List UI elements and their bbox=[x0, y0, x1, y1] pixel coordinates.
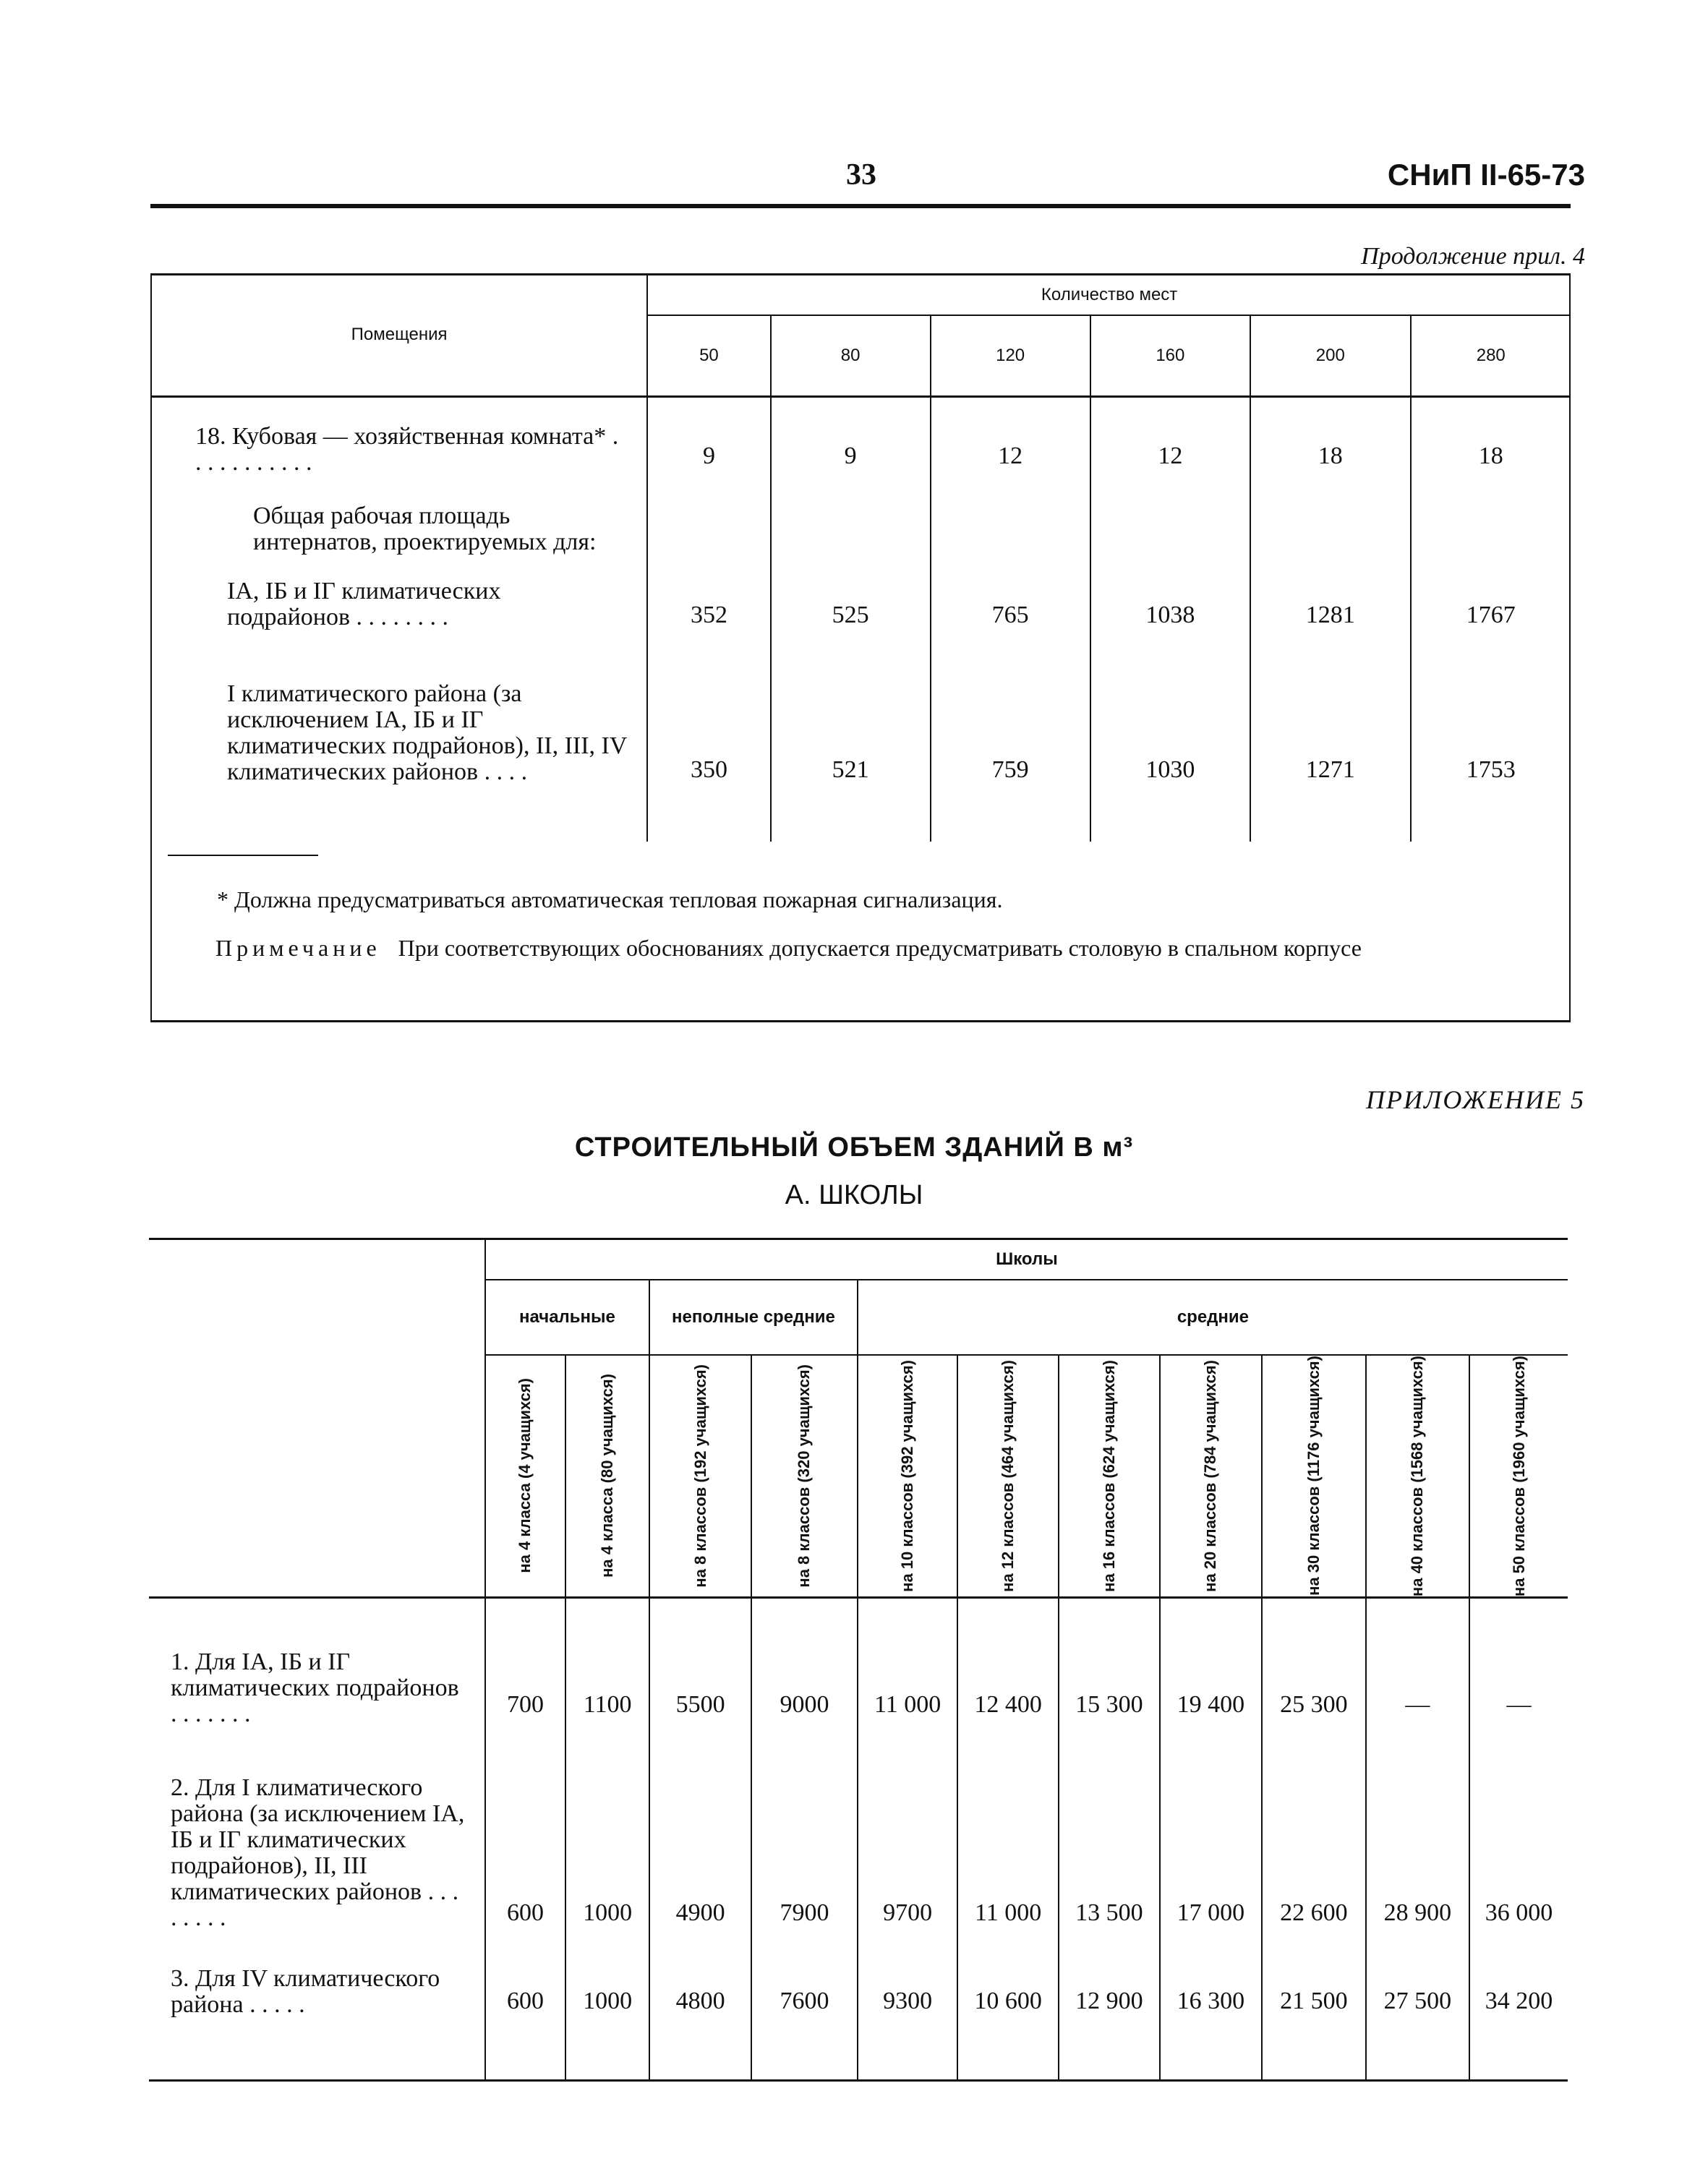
cell: 10 600 bbox=[957, 1943, 1059, 2030]
col-header: на 10 классов (392 учащихся) bbox=[858, 1355, 958, 1598]
cell: 600 bbox=[485, 1739, 565, 1943]
cell: 12 900 bbox=[1059, 1943, 1160, 2030]
cell bbox=[647, 486, 770, 563]
cell: 22 600 bbox=[1262, 1739, 1365, 1943]
row-label: 1. Для IA, IБ и IГ климатических подрайонов . . . . . . . bbox=[149, 1597, 485, 1739]
cell: 9 bbox=[771, 396, 931, 486]
document-code: СНиП II-65-73 bbox=[1387, 158, 1585, 192]
col-header: на 20 классов (784 учащихся) bbox=[1160, 1355, 1263, 1598]
continuation-label: Продолжение прил. 4 bbox=[1361, 243, 1585, 270]
cell: 36 000 bbox=[1469, 1739, 1568, 1943]
header-empty bbox=[149, 1239, 485, 1598]
table-row bbox=[152, 563, 1571, 641]
header-incomplete-secondary: неполные средние bbox=[649, 1280, 858, 1355]
cell: 15 300 bbox=[1059, 1597, 1160, 1739]
cell: 352 bbox=[647, 563, 770, 641]
cell: 525 bbox=[771, 563, 931, 641]
header-places: Количество мест bbox=[647, 275, 1571, 315]
cell: 1100 bbox=[565, 1597, 649, 1739]
header-schools: Школы bbox=[485, 1239, 1568, 1280]
cell: — bbox=[1366, 1597, 1469, 1739]
table-row bbox=[149, 1739, 1568, 1943]
cell: 1753 bbox=[1411, 641, 1571, 795]
col-header: на 4 класса (80 учащихся) bbox=[565, 1355, 649, 1598]
cell bbox=[1090, 486, 1250, 563]
cell: 9300 bbox=[858, 1943, 958, 2030]
col-50: 50 bbox=[647, 315, 770, 396]
cell: 11 000 bbox=[858, 1597, 958, 1739]
col-header: на 30 классов (1176 учащихся) bbox=[1262, 1355, 1365, 1598]
col-header: на 8 классов (320 учащихся) bbox=[751, 1355, 858, 1598]
cell: 1038 bbox=[1090, 563, 1250, 641]
cell: 9 bbox=[647, 396, 770, 486]
cell: 521 bbox=[771, 641, 931, 795]
cell: 25 300 bbox=[1262, 1597, 1365, 1739]
cell: 7900 bbox=[751, 1739, 858, 1943]
cell: 13 500 bbox=[1059, 1739, 1160, 1943]
table-row bbox=[149, 1943, 1568, 2030]
appendix-title: СТРОИТЕЛЬНЫЙ ОБЪЕМ ЗДАНИЙ В м³ bbox=[574, 1132, 1134, 1163]
table-row bbox=[152, 396, 1571, 486]
cell: 16 300 bbox=[1160, 1943, 1263, 2030]
col-header: на 40 классов (1568 учащихся) bbox=[1366, 1355, 1469, 1598]
header-rule bbox=[150, 204, 1571, 208]
cell: 1030 bbox=[1090, 641, 1250, 795]
cell: 27 500 bbox=[1366, 1943, 1469, 2030]
row-label: 2. Для I климатического района (за исключением IA, IБ и IГ климатических подрайонов), II, III климатических районов . . . . . . . . bbox=[149, 1739, 485, 1943]
cell: 350 bbox=[647, 641, 770, 795]
cell: 17 000 bbox=[1160, 1739, 1263, 1943]
cell bbox=[931, 486, 1090, 563]
cell: 1000 bbox=[565, 1943, 649, 2030]
note-text: При соответствующих обоснованиях допускается предусматривать столовую в спальном корпусе bbox=[398, 935, 1362, 961]
cell: 1000 bbox=[565, 1739, 649, 1943]
col-80: 80 bbox=[771, 315, 931, 396]
note bbox=[215, 936, 1560, 960]
cell: 12 400 bbox=[957, 1597, 1059, 1739]
col-160: 160 bbox=[1090, 315, 1250, 396]
cell: 1767 bbox=[1411, 563, 1571, 641]
cell: 12 bbox=[1090, 396, 1250, 486]
cell: 4800 bbox=[649, 1943, 751, 2030]
note-prefix: Примечание bbox=[215, 935, 381, 961]
cell: 700 bbox=[485, 1597, 565, 1739]
cell: 4900 bbox=[649, 1739, 751, 1943]
row-label: Общая рабочая площадь интернатов, проектируемых для: bbox=[152, 486, 647, 563]
cell: 9700 bbox=[858, 1739, 958, 1943]
cell bbox=[1411, 486, 1571, 563]
row-label: I климатического района (за исключением IA, IБ и IГ климатических подрайонов), II, III, IV климатических районов . . . . bbox=[152, 641, 647, 795]
col-280: 280 bbox=[1411, 315, 1571, 396]
cell: 28 900 bbox=[1366, 1739, 1469, 1943]
schools-table bbox=[149, 1238, 1568, 2082]
row-label: IA, IБ и IГ климатических подрайонов . . . . . . . . bbox=[152, 563, 647, 641]
cell: 34 200 bbox=[1469, 1943, 1568, 2030]
footnote-rule bbox=[168, 855, 318, 856]
cell: 18 bbox=[1250, 396, 1410, 486]
cell: 600 bbox=[485, 1943, 565, 2030]
header-rooms: Помещения bbox=[152, 275, 647, 396]
cell: 7600 bbox=[751, 1943, 858, 2030]
col-header: на 12 классов (464 учащихся) bbox=[957, 1355, 1059, 1598]
cell: 18 bbox=[1411, 396, 1571, 486]
cell: 11 000 bbox=[957, 1739, 1059, 1943]
footnote: * Должна предусматриваться автоматическая тепловая пожарная сигнализация. bbox=[217, 886, 1003, 912]
table-row bbox=[149, 1597, 1568, 1739]
table-row bbox=[152, 486, 1571, 563]
cell: 12 bbox=[931, 396, 1090, 486]
cell bbox=[1250, 486, 1410, 563]
appendix-label: ПРИЛОЖЕНИЕ 5 bbox=[1366, 1085, 1585, 1114]
cell: 5500 bbox=[649, 1597, 751, 1739]
table-row bbox=[152, 641, 1571, 795]
row-label: 3. Для IV климатического района . . . . . bbox=[149, 1943, 485, 2030]
appendix-subtitle: А. ШКОЛЫ bbox=[785, 1180, 923, 1210]
cell bbox=[771, 486, 931, 563]
rooms-table bbox=[152, 275, 1571, 842]
col-header: на 4 класса (4 учащихся) bbox=[485, 1355, 565, 1598]
cell: 19 400 bbox=[1160, 1597, 1263, 1739]
col-header: на 16 классов (624 учащихся) bbox=[1059, 1355, 1160, 1598]
cell: 1271 bbox=[1250, 641, 1410, 795]
cell: 759 bbox=[931, 641, 1090, 795]
page-number: 33 bbox=[846, 158, 876, 192]
cell: 1281 bbox=[1250, 563, 1410, 641]
col-header: на 8 классов (192 учащихся) bbox=[649, 1355, 751, 1598]
row-label: 18. Кубовая — хозяйственная комната* . . . . . . . . . . . bbox=[152, 396, 647, 486]
col-120: 120 bbox=[931, 315, 1090, 396]
cell: 9000 bbox=[751, 1597, 858, 1739]
cell: 21 500 bbox=[1262, 1943, 1365, 2030]
header-primary: начальные bbox=[485, 1280, 649, 1355]
header-secondary: средние bbox=[858, 1280, 1568, 1355]
cell: — bbox=[1469, 1597, 1568, 1739]
col-200: 200 bbox=[1250, 315, 1410, 396]
col-header: на 50 классов (1960 учащихся) bbox=[1469, 1355, 1568, 1598]
cell: 765 bbox=[931, 563, 1090, 641]
